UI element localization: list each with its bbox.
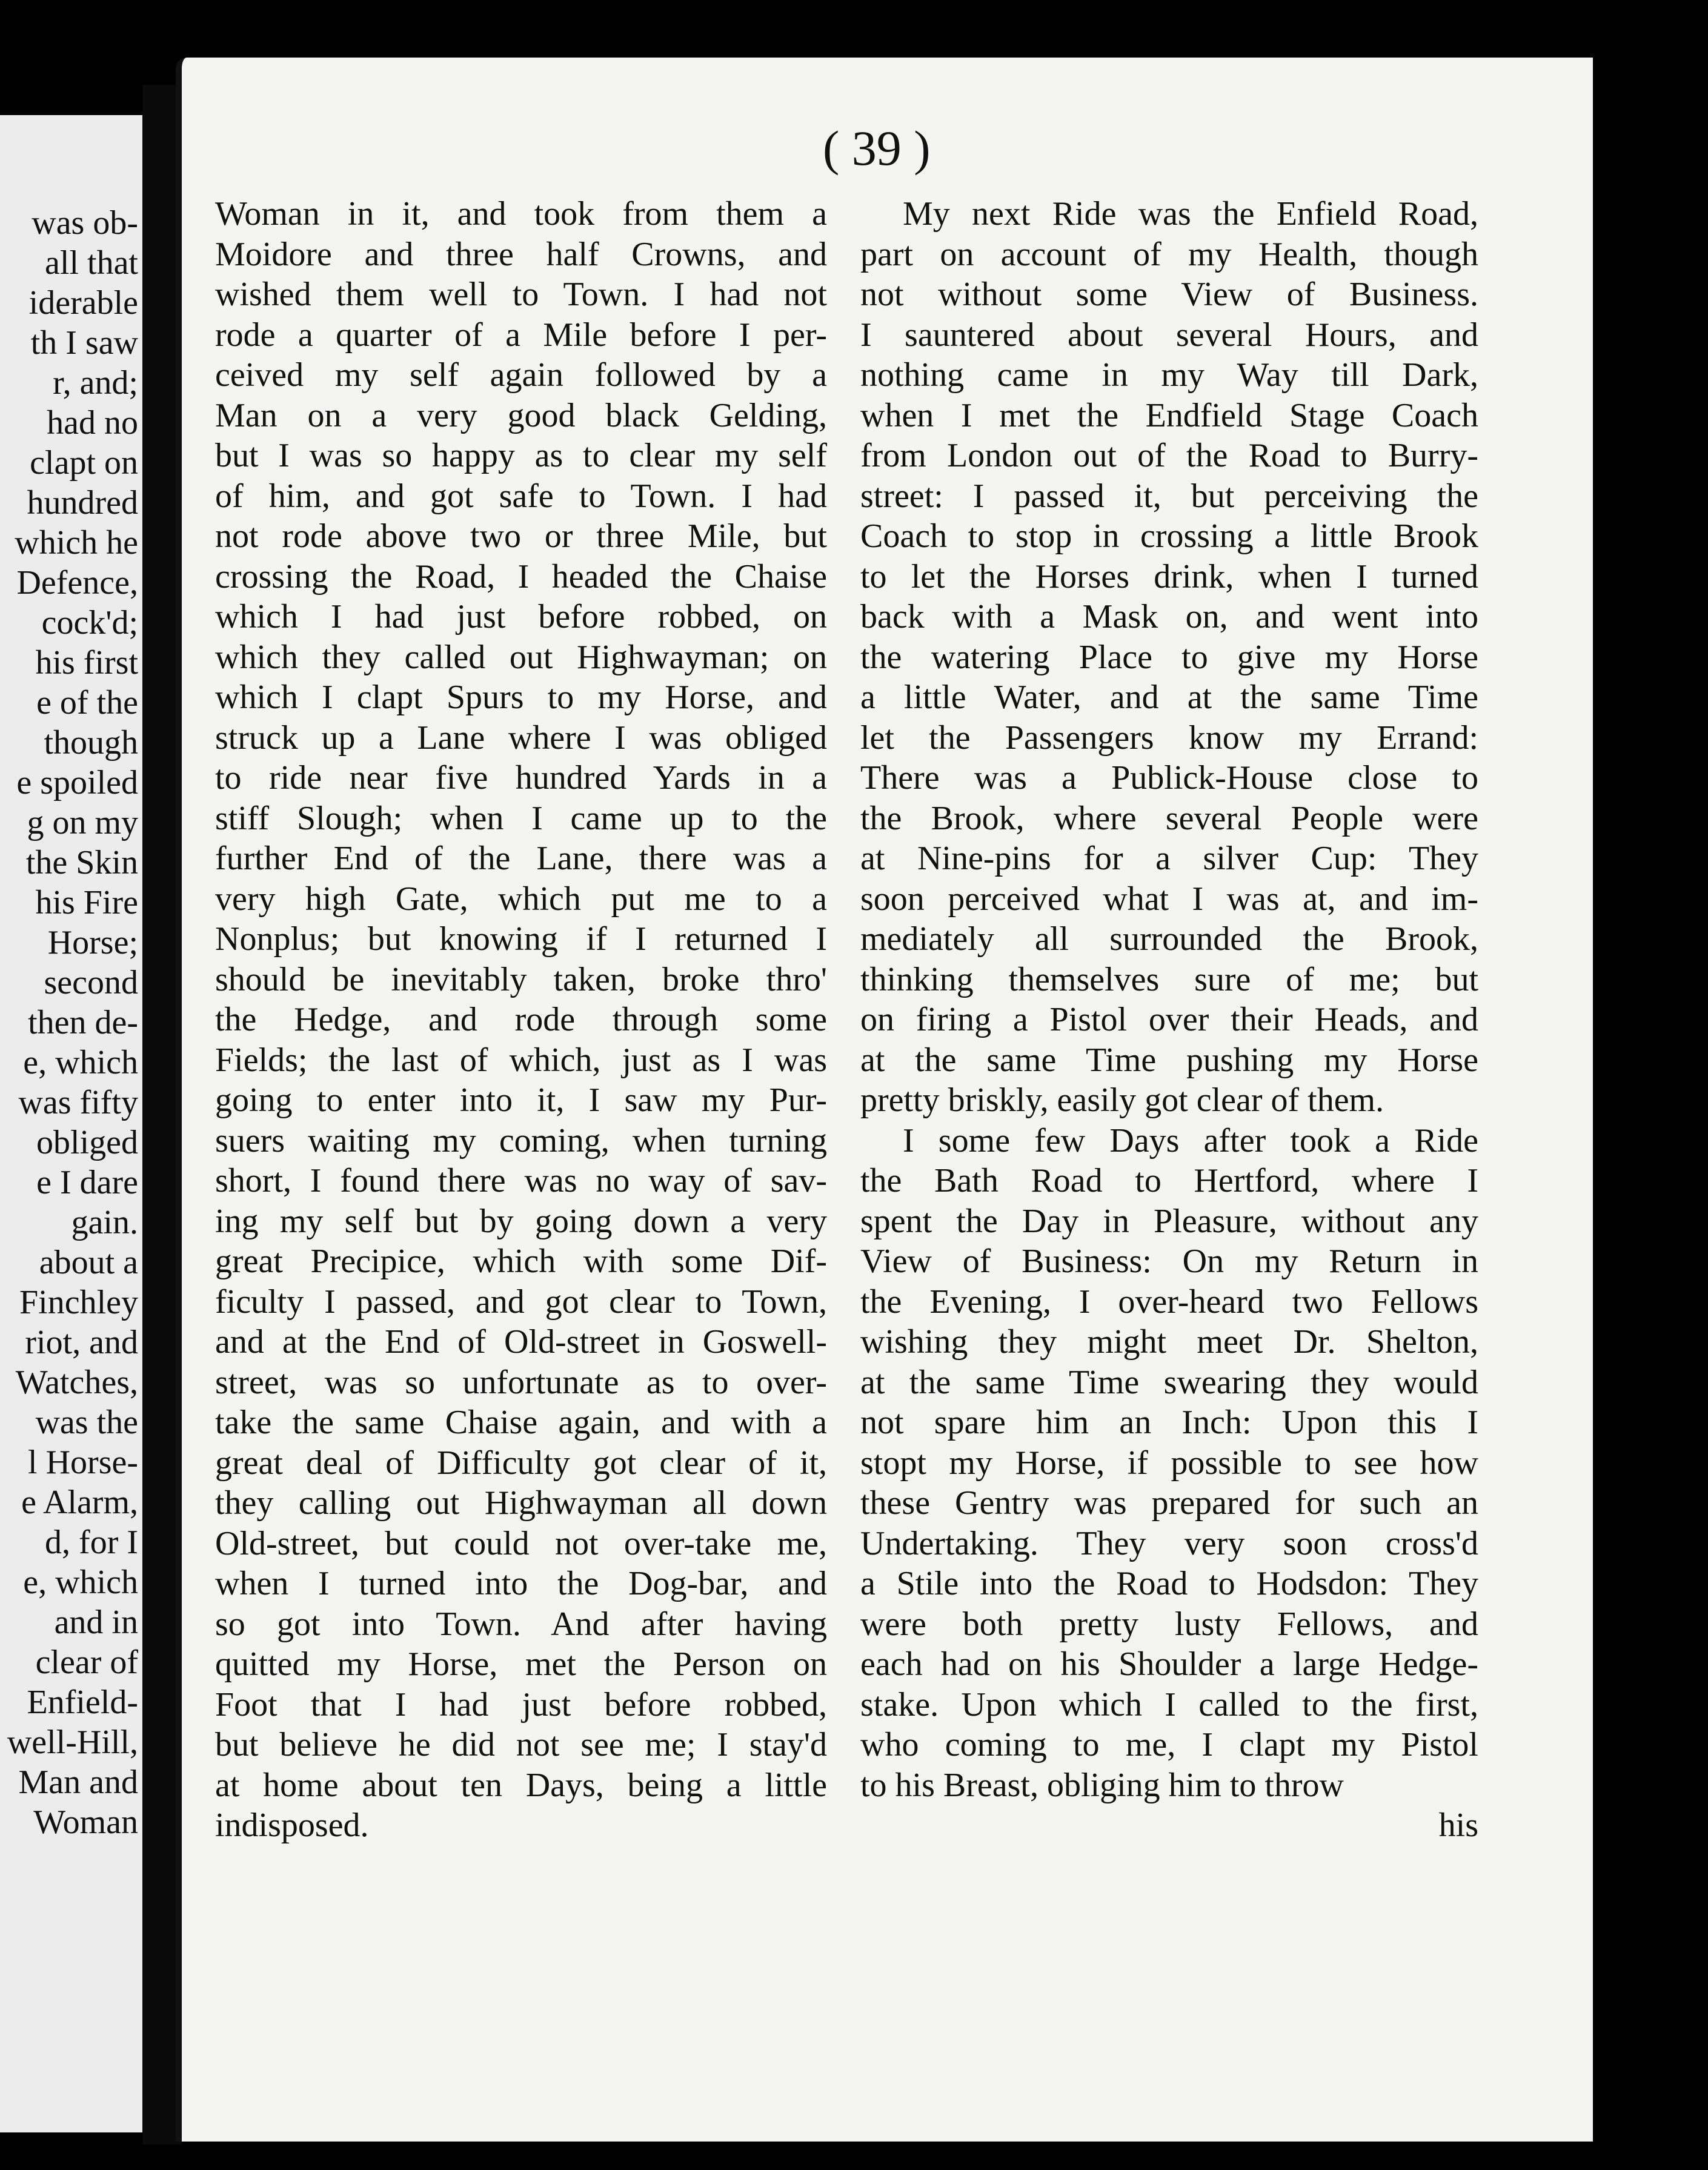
text-line: had no	[47, 404, 138, 442]
text-line: when I met the Endfield Stage Coach	[860, 396, 1478, 434]
text-line: Moidore and three half Crowns, and	[215, 235, 827, 273]
text-line: gain.	[71, 1204, 138, 1241]
text-line: obliged	[36, 1124, 138, 1161]
text-line: ceived my self again followed by a	[215, 356, 827, 394]
text-line: indisposed.	[215, 1807, 369, 1844]
text-line: wished them well to Town. I had not	[215, 276, 827, 313]
text-line: at the same Time pushing my Horse	[860, 1041, 1478, 1079]
text-line: street, was so unfortunate as to over-	[215, 1363, 827, 1401]
text-line: a Stile into the Road to Hodsdon: They	[860, 1565, 1478, 1602]
text-line: e spoiled	[16, 764, 138, 801]
text-line: Man and	[18, 1764, 138, 1801]
text-line: e, which	[23, 1564, 138, 1601]
text-line: which they called out Highwayman; on	[215, 638, 827, 676]
text-line: the Hedge, and rode through some	[215, 1001, 827, 1038]
text-line: cock'd;	[41, 604, 138, 642]
text-line: Fields; the last of which, just as I was	[215, 1041, 827, 1079]
text-line: not rode above two or three Mile, but	[215, 517, 827, 555]
text-line: nothing came in my Way till Dark,	[860, 356, 1478, 394]
text-line: Coach to stop in crossing a little Brook	[860, 517, 1478, 555]
text-line: further End of the Lane, there was a	[215, 840, 827, 877]
text-line: pretty briskly, easily got clear of them.	[860, 1081, 1384, 1119]
text-line: Woman in it, and took from them a	[215, 195, 827, 233]
text-column-left	[215, 194, 827, 1846]
text-line: who coming to me, I clapt my Pistol	[860, 1726, 1478, 1764]
text-line: Man on a very good black Gelding,	[215, 396, 827, 434]
text-line: back with a Mask on, and went into	[860, 598, 1478, 635]
text-line: riot, and	[25, 1324, 138, 1361]
text-line: great Precipice, which with some Dif-	[215, 1243, 827, 1280]
text-line: his Fire	[35, 884, 138, 921]
text-line: so got into Town. And after having	[215, 1605, 827, 1643]
text-line: which I had just before robbed, on	[215, 598, 827, 635]
text-line: g on my	[27, 804, 138, 841]
text-line: soon perceived what I was at, and im-	[860, 880, 1478, 918]
text-line: the Bath Road to Hertford, where I	[860, 1162, 1478, 1199]
text-line: I some few Days after took a Ride	[903, 1121, 1478, 1160]
text-line: second	[44, 964, 138, 1001]
text-line: iderable	[28, 284, 138, 322]
text-line: Foot that I had just before robbed,	[215, 1685, 827, 1724]
text-line: at home about ten Days, being a little	[215, 1766, 827, 1804]
text-line: the watering Place to give my Horse	[860, 638, 1478, 676]
text-line: crossing the Road, I headed the Chaise	[215, 557, 827, 596]
text-line: I sauntered about several Hours, and	[860, 316, 1478, 354]
text-line: well-Hill,	[7, 1724, 138, 1761]
text-line: stake. Upon which I called to the first,	[860, 1685, 1478, 1724]
text-line: on firing a Pistol over their Heads, and	[860, 1001, 1478, 1038]
text-line: spent the Day in Pleasure, without any	[860, 1202, 1478, 1240]
text-line: was the	[35, 1404, 138, 1441]
text-line: Old-street, but could not over-take me,	[215, 1524, 827, 1562]
text-line: should be inevitably taken, broke thro'	[215, 960, 827, 998]
text-line: Defence,	[16, 564, 138, 602]
text-line: e Alarm,	[21, 1484, 138, 1521]
text-line: his first	[35, 644, 138, 682]
text-line: stopt my Horse, if possible to see how	[860, 1444, 1478, 1482]
text-line: which he	[15, 524, 138, 562]
text-line: not spare him an Inch: Upon this I	[860, 1404, 1478, 1441]
text-line: View of Business: On my Return in	[860, 1243, 1478, 1280]
text-line: from London out of the Road to Burry-	[860, 437, 1478, 474]
text-line: but I was so happy as to clear my self	[215, 437, 827, 474]
text-line: suers waiting my coming, when turning	[215, 1121, 827, 1160]
text-line: to ride near five hundred Yards in a	[215, 759, 827, 797]
text-line: Finchley	[19, 1284, 138, 1321]
text-line: Nonplus; but knowing if I returned I	[215, 920, 827, 958]
text-line: the Skin	[25, 844, 138, 881]
text-line: at Nine-pins for a silver Cup: They	[860, 840, 1478, 877]
text-line: Watches,	[15, 1364, 138, 1401]
text-line: street: I passed it, but perceiving the	[860, 477, 1478, 515]
text-line: his	[1438, 1807, 1478, 1844]
text-line: these Gentry was prepared for such an	[860, 1484, 1478, 1522]
text-line: My next Ride was the Enfield Road,	[903, 195, 1478, 233]
text-line: at the same Time swearing they would	[860, 1363, 1478, 1401]
text-line: and at the End of Old-street in Goswell-	[215, 1323, 827, 1361]
text-line: were both pretty lusty Fellows, and	[860, 1605, 1478, 1643]
text-line: stiff Slough; when I came up to the	[215, 799, 827, 837]
text-line: about a	[39, 1244, 138, 1281]
text-line: Undertaking. They very soon cross'd	[860, 1524, 1478, 1562]
text-line: take the same Chaise again, and with a	[215, 1404, 827, 1441]
text-line: Horse;	[47, 924, 138, 961]
text-line: they calling out Highwayman all down	[215, 1484, 827, 1522]
book-page	[176, 58, 1597, 2142]
text-line: e, which	[23, 1044, 138, 1081]
text-line: the Brook, where several People were	[860, 799, 1478, 837]
text-line: clear of	[35, 1644, 138, 1681]
text-line: clapt on	[30, 444, 138, 482]
text-line: short, I found there was no way of sav-	[215, 1162, 827, 1199]
text-line: hundred	[27, 484, 138, 522]
text-line: Enfield-	[27, 1684, 138, 1721]
text-line: let the Passengers know my Errand:	[860, 718, 1478, 757]
text-line: was fifty	[18, 1084, 138, 1121]
text-line: struck up a Lane where I was obliged	[215, 718, 827, 757]
page-number: ( 39 )	[823, 121, 931, 176]
text-line: the Evening, I over-heard two Fellows	[860, 1282, 1478, 1321]
text-line: thinking themselves sure of me; but	[860, 960, 1478, 998]
text-line: which I clapt Spurs to my Horse, and	[215, 679, 827, 716]
scan-border-right	[1593, 55, 1708, 2151]
text-line: going to enter into it, I saw my Pur-	[215, 1081, 827, 1119]
text-column-right	[860, 194, 1478, 1846]
text-line: to let the Horses drink, when I turned	[860, 557, 1478, 596]
text-line: to his Breast, obliging him to throw	[860, 1766, 1344, 1804]
text-line: and in	[54, 1604, 138, 1641]
text-line: all that	[45, 244, 138, 282]
text-line: each had on his Shoulder a large Hedge-	[860, 1645, 1478, 1683]
text-line: There was a Publick-House close to	[860, 759, 1478, 797]
text-line: was ob-	[32, 204, 138, 242]
text-line: great deal of Difficulty got clear of it,	[215, 1444, 827, 1482]
previous-page-fragment	[0, 115, 146, 2132]
text-line: very high Gate, which put me to a	[215, 880, 827, 918]
text-line: a little Water, and at the same Time	[860, 679, 1478, 716]
text-line: of him, and got safe to Town. I had	[215, 477, 827, 515]
text-line: when I turned into the Dog-bar, and	[215, 1565, 827, 1602]
text-line: rode a quarter of a Mile before I per-	[215, 316, 827, 354]
text-line: d, for I	[45, 1524, 138, 1561]
text-line: l Horse-	[28, 1444, 138, 1481]
text-line: wishing they might meet Dr. Shelton,	[860, 1323, 1478, 1361]
text-line: though	[44, 724, 138, 761]
text-line: e of the	[36, 684, 138, 722]
text-line: mediately all surrounded the Brook,	[860, 920, 1478, 958]
previous-page-text-column	[0, 203, 138, 1842]
text-line: Woman	[33, 1803, 138, 1841]
text-line: ficulty I passed, and got clear to Town,	[215, 1282, 827, 1321]
text-line: e I dare	[36, 1164, 138, 1201]
text-line: quitted my Horse, met the Person on	[215, 1645, 827, 1683]
text-line: r, and;	[53, 364, 138, 402]
text-line: but believe he did not see me; I stay'd	[215, 1726, 827, 1764]
text-line: th I saw	[30, 324, 138, 362]
text-line: not without some View of Business.	[860, 276, 1478, 313]
text-line: part on account of my Health, though	[860, 235, 1478, 273]
text-line: ing my self but by going down a very	[215, 1202, 827, 1240]
text-line: then de-	[28, 1004, 138, 1041]
